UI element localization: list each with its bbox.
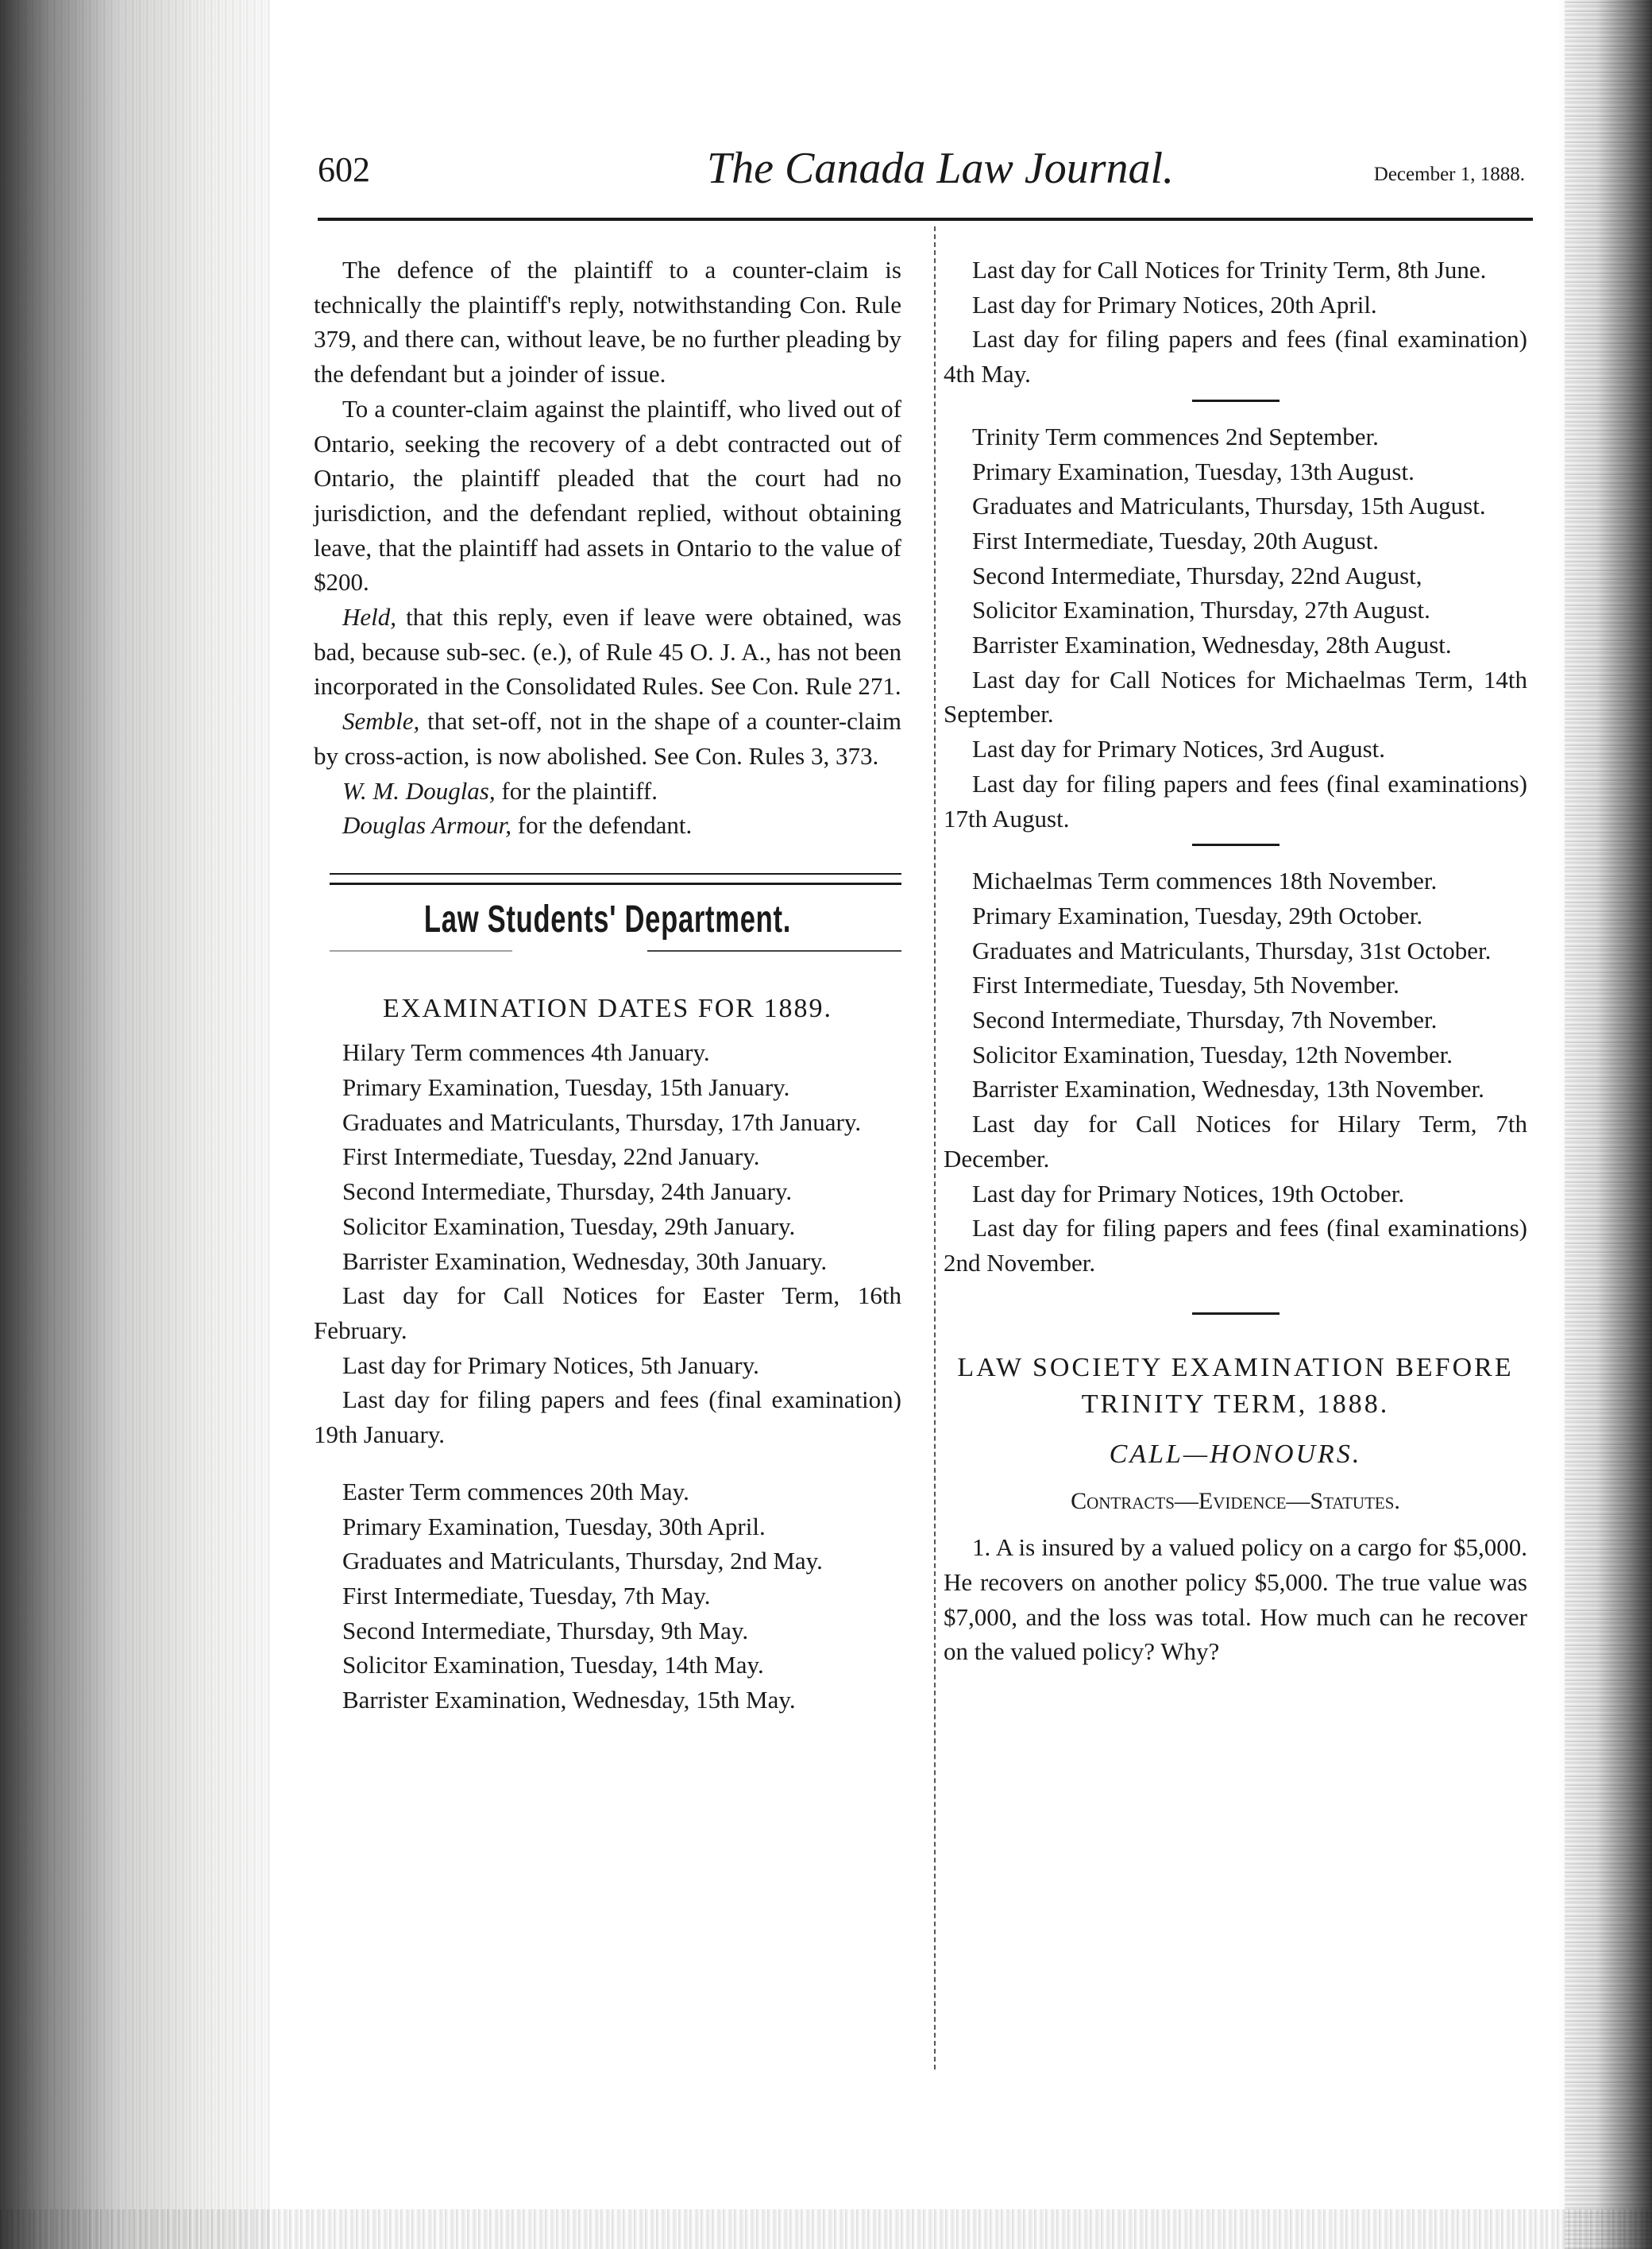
journal-title: The Canada Law Journal.	[707, 144, 1175, 193]
semble-text: that set-off, not in the shape of a counter-claim by cross-action, is now abolished. See Con. Rules 3, 373.	[314, 707, 901, 770]
call-honours-heading: CALL—HONOURS.	[1109, 1439, 1362, 1469]
semble-paragraph	[314, 704, 901, 773]
right-column	[944, 253, 1527, 1669]
semble-label: Semble,	[342, 707, 420, 736]
short-rule	[1192, 844, 1280, 846]
held-label: Held,	[342, 603, 397, 632]
list-item: First Intermediate, Tuesday, 7th May.	[342, 1581, 711, 1609]
counsel-plaintiff-text: for the plaintiff.	[495, 776, 658, 805]
binding-shadow	[0, 0, 270, 2249]
list-item: Last day for Call Notices for Michaelmas Term, 14th September.	[944, 665, 1527, 728]
department-heading: Law Students' Department.	[423, 898, 792, 941]
list-item: Graduates and Matriculants, Thursday, 15th August.	[972, 492, 1486, 520]
counsel-defendant-text: for the defendant.	[511, 811, 693, 840]
running-header	[318, 144, 1525, 205]
list-item: First Intermediate, Tuesday, 20th August.	[972, 526, 1380, 555]
list-item: Second Intermediate, Thursday, 22nd August,	[972, 561, 1422, 589]
easter-term-list-continued	[944, 253, 1527, 392]
header-rule	[318, 218, 1533, 221]
column-divider	[934, 226, 936, 2069]
list-item: Graduates and Matriculants, Thursday, 2nd May.	[342, 1547, 823, 1575]
page-number: 602	[318, 150, 370, 189]
counsel-defendant	[314, 808, 901, 843]
issue-date: December 1, 1888.	[1373, 164, 1525, 185]
list-item: Michaelmas Term commences 18th November.	[972, 867, 1438, 895]
list-item: Second Intermediate, Thursday, 24th January.	[342, 1177, 793, 1206]
section-rule-dashed	[330, 950, 901, 952]
list-item: First Intermediate, Tuesday, 5th November.	[972, 971, 1399, 999]
subjects-heading: Contracts—Evidence—Statutes.	[1071, 1488, 1400, 1515]
list-item: Primary Examination, Tuesday, 15th January.	[342, 1073, 790, 1102]
list-item: Graduates and Matriculants, Thursday, 17th January.	[342, 1107, 862, 1136]
case-note	[314, 253, 901, 843]
list-item: Solicitor Examination, Tuesday, 29th January.	[342, 1211, 796, 1240]
list-item: Barrister Examination, Wednesday, 30th January.	[342, 1246, 828, 1275]
held-paragraph	[314, 600, 901, 704]
list-item: First Intermediate, Tuesday, 22nd January.	[342, 1142, 760, 1171]
left-column	[314, 253, 901, 1740]
counsel-plaintiff-name: W. M. Douglas,	[342, 776, 496, 805]
list-item: Primary Examination, Tuesday, 30th April.	[342, 1512, 766, 1540]
trinity-term-list	[944, 419, 1527, 836]
list-item: Last day for filing papers and fees (final examinations) 17th August.	[944, 769, 1527, 833]
section-rule	[330, 873, 901, 885]
list-item: Trinity Term commences 2nd September.	[972, 422, 1379, 450]
list-item: Last day for Call Notices for Trinity Term, 8th June.	[972, 256, 1487, 284]
held-text: that this reply, even if leave were obtained, was bad, because sub-sec. (e.), of Rule 45 O. J. A., has not been incorporated in the Consolidated Rules. See Con. Rule 271.	[314, 603, 901, 701]
list-item: Barrister Examination, Wednesday, 15th May.	[342, 1686, 796, 1714]
list-item: Last day for Primary Notices, 5th January.	[342, 1351, 759, 1379]
list-item: Last day for Primary Notices, 20th April.	[972, 290, 1377, 319]
list-item: Last day for Call Notices for Easter Term, 16th February.	[314, 1281, 901, 1344]
list-item: Solicitor Examination, Tuesday, 14th May.	[342, 1651, 764, 1679]
exam-dates-heading: EXAMINATION DATES FOR 1889.	[383, 993, 832, 1023]
list-item: Second Intermediate, Thursday, 7th November.	[972, 1006, 1438, 1034]
right-page-edge	[1565, 0, 1652, 2249]
short-rule	[1192, 400, 1280, 402]
list-item: Last day for filing papers and fees (final examinations) 2nd November.	[944, 1214, 1527, 1277]
short-rule	[1192, 1312, 1280, 1315]
list-item: Primary Examination, Tuesday, 29th October.	[972, 901, 1423, 929]
law-society-heading: LAW SOCIETY EXAMINATION BEFORE TRINITY TERM, 1888.	[957, 1352, 1514, 1419]
counsel-defendant-name: Douglas Armour,	[342, 811, 512, 840]
list-item: Last day for filing papers and fees (final examination) 4th May.	[944, 325, 1527, 388]
list-item: Easter Term commences 20th May.	[342, 1477, 689, 1505]
list-item: Primary Examination, Tuesday, 13th August.	[972, 457, 1415, 485]
list-item: Graduates and Matriculants, Thursday, 31st October.	[972, 936, 1492, 964]
list-item: Barrister Examination, Wednesday, 13th November.	[972, 1075, 1484, 1103]
list-item: Last day for Primary Notices, 19th October.	[972, 1179, 1405, 1208]
list-item: Solicitor Examination, Tuesday, 12th November.	[972, 1040, 1453, 1068]
list-item: Hilary Term commences 4th January.	[342, 1038, 710, 1067]
hilary-term-list	[314, 1035, 901, 1451]
case-paragraph: The defence of the plaintiff to a counter-claim is technically the plaintiff's reply, notwithstanding Con. Rule 379, and there can, without leave, be no further pleading by the defendant but a joinder of issue.	[314, 256, 901, 388]
list-item: Last day for filing papers and fees (final examination) 19th January.	[314, 1385, 901, 1449]
michaelmas-term-list	[944, 864, 1527, 1280]
counsel-plaintiff	[314, 774, 901, 809]
case-paragraph: To a counter-claim against the plaintiff, who lived out of Ontario, seeking the recovery of a debt contracted out of Ontario, the plaintiff pleaded that the court had no jurisdiction, and the defendant replied, without obtaining leave, that the plaintiff had assets in Ontario to the value of $200.	[314, 394, 901, 597]
list-item: Last day for Call Notices for Hilary Term, 7th December.	[944, 1110, 1527, 1173]
list-item: Solicitor Examination, Thursday, 27th August.	[972, 596, 1430, 624]
easter-term-list	[314, 1474, 901, 1718]
question-paragraph: 1. A is insured by a valued policy on a cargo for $5,000. He recovers on another policy $5,000. The true value was $7,000, and the loss was total. How much can he recover on the valued policy? Why?	[944, 1533, 1527, 1666]
list-item: Second Intermediate, Thursday, 9th May.	[342, 1616, 749, 1644]
list-item: Last day for Primary Notices, 3rd August.	[972, 735, 1386, 763]
bottom-page-edge	[0, 2209, 1652, 2249]
list-item: Barrister Examination, Wednesday, 28th August.	[972, 631, 1452, 659]
